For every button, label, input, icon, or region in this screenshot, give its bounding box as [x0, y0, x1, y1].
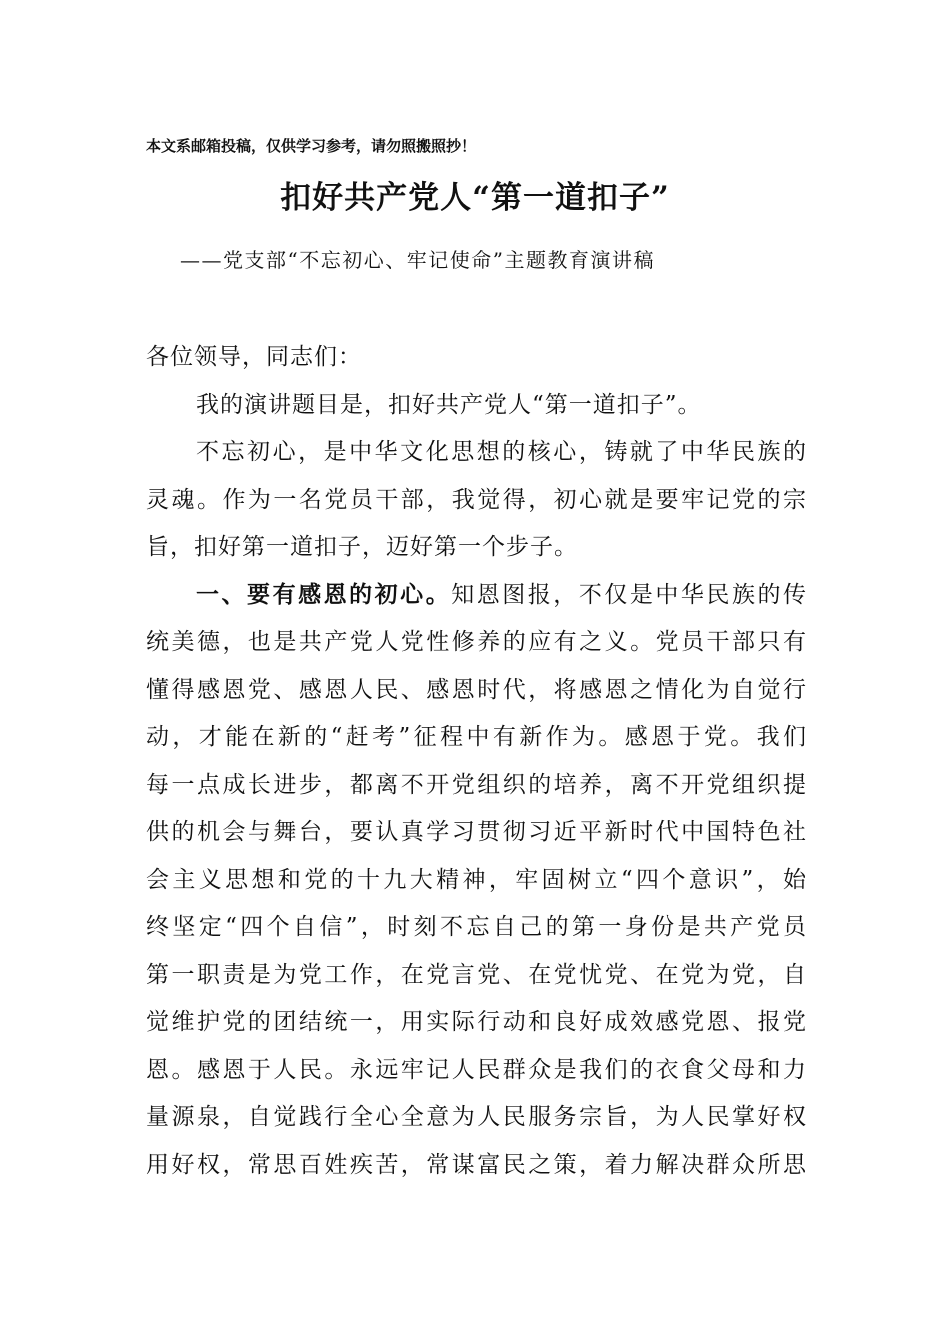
document-title: 扣好共产党人“第一道扣子”	[280, 180, 670, 216]
paragraph-line-rest: 知恩图报，不仅是中华民族的传	[451, 581, 807, 608]
paragraph-line: 会主义思想和党的十九大精神，牢固树立“四个意识”，始	[146, 866, 806, 893]
paragraph-line: 统美德，也是共产党人党性修养的应有之义。党员干部只有	[146, 629, 806, 655]
section-heading-line	[146, 572, 806, 620]
paragraph-line: 旨，扣好第一道扣子，迈好第一个步子。	[146, 534, 578, 560]
document-body	[146, 334, 806, 1189]
paragraph-line: 用好权，常思百姓疾苦，常谋富民之策，着力解决群众所思	[146, 1151, 806, 1178]
paragraph-line: 动，才能在新的“赶考”征程中有新作为。感恩于党。我们	[146, 724, 806, 750]
paragraph-line: 不忘初心，是中华文化思想的核心，铸就了中华民族的	[196, 439, 806, 465]
paragraph-line: 灵魂。作为一名党员干部，我觉得，初心就是要牢记党的宗	[146, 486, 806, 513]
paragraph-line: 量源泉，自觉践行全心全意为人民服务宗旨，为人民掌好权	[146, 1104, 806, 1130]
submission-notice: 本文系邮箱投稿，仅供学习参考，请勿照搬照抄！	[146, 137, 477, 155]
paragraph-line: 终坚定“四个自信”，时刻不忘自己的第一身份是共产党员	[146, 914, 806, 940]
salutation: 各位领导，同志们：	[146, 344, 362, 370]
paragraph-line: 懂得感恩党、感恩人民、感恩时代，将感恩之情化为自觉行	[146, 676, 806, 703]
paragraph-line: 第一职责是为党工作，在党言党、在党忧党、在党为党，自	[146, 961, 806, 988]
paragraph-line: 觉维护党的团结统一，用实际行动和良好成效感党恩、报党	[146, 1009, 806, 1035]
document-subtitle: ——党支部“不忘初心、牢记使命”主题教育演讲稿	[180, 248, 655, 272]
paragraph-line: 每一点成长进步，都离不开党组织的培养，离不开党组织提	[146, 771, 806, 798]
paragraph-line: 供的机会与舞台，要认真学习贯彻习近平新时代中国特色社	[146, 819, 806, 845]
paragraph-line: 恩。感恩于人民。永远牢记人民群众是我们的衣食父母和力	[146, 1056, 806, 1083]
section-heading: 一、要有感恩的初心。	[196, 581, 452, 608]
paragraph-intro: 我的演讲题目是，扣好共产党人“第一道扣子”。	[196, 391, 702, 418]
